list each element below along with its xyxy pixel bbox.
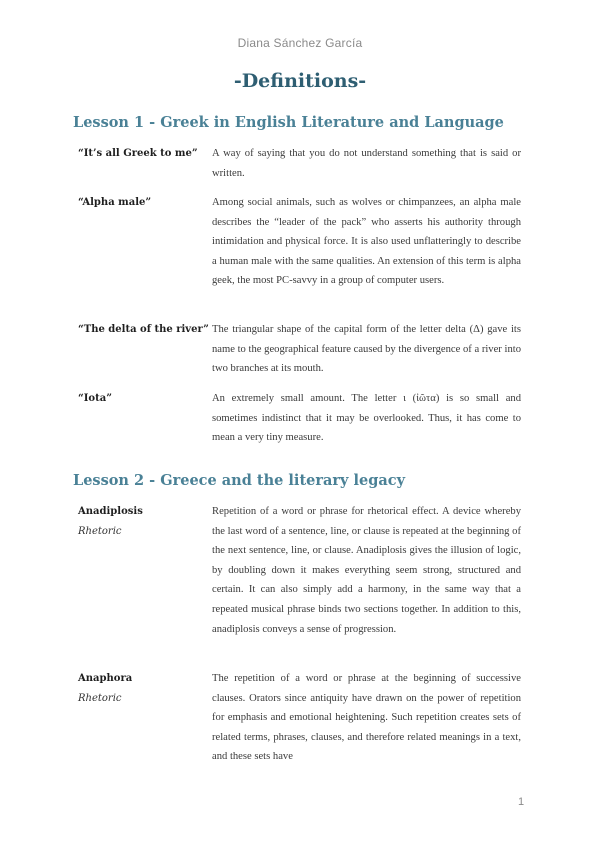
- term: “Alpha male”: [78, 197, 152, 208]
- term-column: [78, 144, 208, 164]
- definition-entry: [78, 193, 521, 311]
- definition-entry: [78, 144, 521, 184]
- term-category: Rhetoric: [78, 525, 122, 537]
- term-column: [78, 193, 208, 213]
- definition-text: Among social animals, such as wolves or chimpanzees, an alpha male describes the “leader of the pack” who asserts his authority through intimidation and physical force. It is also used unflatteringly to describe a human male with the same qualities. An extension of this term is alpha geek, the most PC-savvy in a group of computer users.: [212, 197, 521, 287]
- definition-text: The repetition of a word or phrase at the beginning of successive clauses. Orators since antiquity have drawn on the power of repetition for emphasis and emotional heightening. Such repetition creates sets of related terms, phrases, clauses, and therefore related meanings in a text, and these sets have: [212, 673, 521, 763]
- lesson-2-heading: Lesson 2 - Greece and the literary legacy: [73, 472, 406, 489]
- term: “The delta of the river”: [78, 324, 209, 335]
- term: “Iota”: [78, 393, 112, 404]
- term: “It’s all Greek to me”: [78, 148, 198, 159]
- page-number: 1: [518, 796, 525, 808]
- term: Anadiplosis: [78, 506, 143, 517]
- definition-entry: [78, 669, 521, 769]
- document-title: -Definitions-: [233, 70, 367, 92]
- definition-entry: [78, 502, 521, 660]
- definition-entry: [78, 389, 521, 449]
- term: Anaphora: [78, 673, 133, 684]
- definition-text: An extremely small amount. The letter ι (ἰῶτα) is so small and sometimes indistinct that it may be overlooked. Thus, it has come to mean a very tiny measure.: [212, 393, 521, 444]
- term-category: Rhetoric: [78, 692, 122, 704]
- term-column: [78, 502, 208, 541]
- definition-text: Repetition of a word or phrase for rhetorical effect. A device whereby the last word of a sentence, line, or clause is repeated at the beginning of the next sentence, line, or clause. Anadiplosis gives the illusion of logic, by doubling down it makes everything seem strong, structured and certain. It can also simply add a harmony, in the same way that a repeated musical phrase binds two sections together. In addition to this, anadiplosis conveys a sense of progression.: [212, 506, 521, 635]
- lesson-1-heading: Lesson 1 - Greek in English Literature and Language: [73, 114, 504, 131]
- definition-text: A way of saying that you do not understand something that is said or written.: [212, 148, 521, 179]
- term-column: [78, 389, 208, 409]
- definition-entry: [78, 320, 521, 380]
- term-column: [78, 669, 208, 708]
- page-header-author: Diana Sánchez García: [237, 36, 363, 50]
- term-column: [78, 320, 208, 340]
- definition-text: The triangular shape of the capital form of the letter delta (Δ) gave its name to the geographical feature caused by the divergence of a river into two branches at its mouth.: [212, 324, 521, 375]
